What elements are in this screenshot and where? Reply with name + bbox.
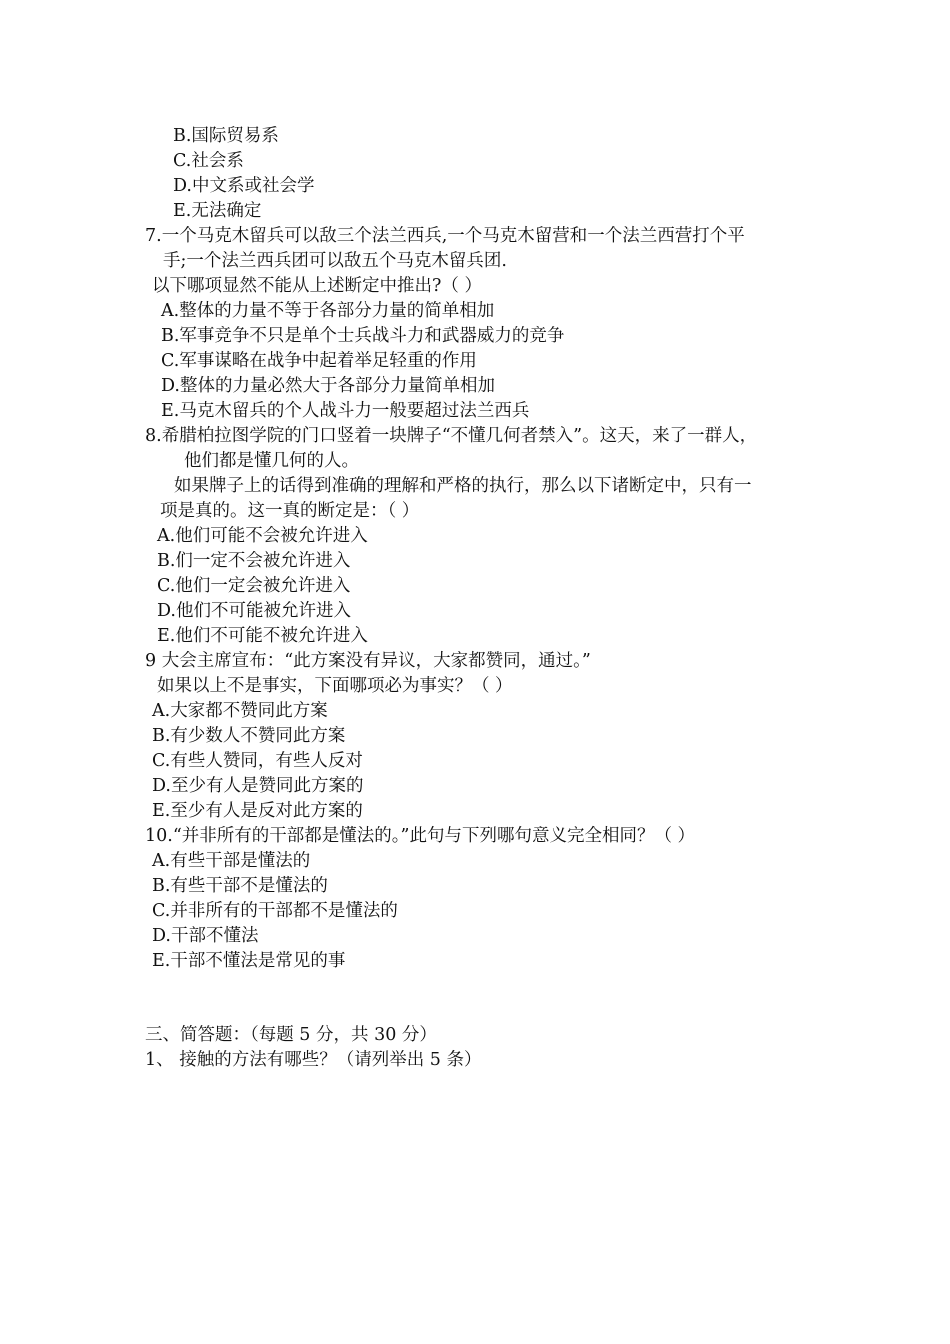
q6-option-b: B.国际贸易系 [173, 126, 279, 146]
q7-option-a: A.整体的力量不等于各部分力量的简单相加 [161, 301, 495, 321]
q8-stem-line4: 项是真的。这一真的断定是：（ ） [160, 501, 420, 521]
section3-heading: 三、简答题：（每题 5 分，共 30 分） [145, 1025, 437, 1045]
q8-option-b: B.们一定不会被允许进入 [157, 551, 351, 571]
q10-stem: 10.“并非所有的干部都是懂法的。”此句与下列哪句意义完全相同？（ ） [145, 826, 696, 846]
q8-stem-line2: 他们都是懂几何的人。 [184, 451, 359, 471]
q10-option-c: C.并非所有的干部都不是懂法的 [152, 901, 398, 921]
q9-option-e: E.至少有人是反对此方案的 [152, 801, 363, 821]
q9-option-a: A.大家都不赞同此方案 [152, 701, 328, 721]
q8-option-d: D.他们不可能被允许进入 [157, 601, 351, 621]
q10-option-a: A.有些干部是懂法的 [152, 851, 311, 871]
q9-stem: 9 大会主席宣布：“此方案没有异议，大家都赞同，通过。” [145, 651, 591, 671]
q9-prompt: 如果以上不是事实，下面哪项必为事实？（ ） [157, 676, 513, 696]
q10-option-d: D.干部不懂法 [152, 926, 259, 946]
q8-option-e: E.他们不可能不被允许进入 [157, 626, 368, 646]
q9-option-c: C.有些人赞同，有些人反对 [152, 751, 363, 771]
section3-question-1: 1、 接触的方法有哪些？（请列举出 5 条） [145, 1050, 482, 1070]
q6-option-d: D.中文系或社会学 [173, 176, 315, 196]
q7-option-d: D.整体的力量必然大于各部分力量简单相加 [161, 376, 495, 396]
q8-stem-line1: 8.希腊柏拉图学院的门口竖着一块牌子“不懂几何者禁入”。这天，来了一群人， [145, 426, 758, 446]
q7-option-e: E.马克木留兵的个人战斗力一般要超过法兰西兵 [161, 401, 530, 421]
q9-option-b: B.有少数人不赞同此方案 [152, 726, 346, 746]
q8-option-c: C.他们一定会被允许进入 [157, 576, 351, 596]
q7-prompt: 以下哪项显然不能从上述断定中推出?（ ） [152, 276, 482, 296]
q6-option-e: E.无法确定 [173, 201, 262, 221]
q7-option-c: C.军事谋略在战争中起着举足轻重的作用 [161, 351, 477, 371]
q9-option-d: D.至少有人是赞同此方案的 [152, 776, 364, 796]
q7-stem-line2: 手;一个法兰西兵团可以敌五个马克木留兵团. [163, 251, 507, 271]
q7-stem-line1: 7.一个马克木留兵可以敌三个法兰西兵,一个马克木留营和一个法兰西营打个平 [145, 226, 745, 246]
q8-stem-line3: 如果牌子上的话得到准确的理解和严格的执行，那么以下诸断定中，只有一 [174, 476, 752, 496]
q8-option-a: A.他们可能不会被允许进入 [157, 526, 368, 546]
q7-option-b: B.军事竞争不只是单个士兵战斗力和武器威力的竞争 [161, 326, 565, 346]
q10-option-e: E.干部不懂法是常见的事 [152, 951, 346, 971]
q6-option-c: C.社会系 [173, 151, 244, 171]
q10-option-b: B.有些干部不是懂法的 [152, 876, 328, 896]
